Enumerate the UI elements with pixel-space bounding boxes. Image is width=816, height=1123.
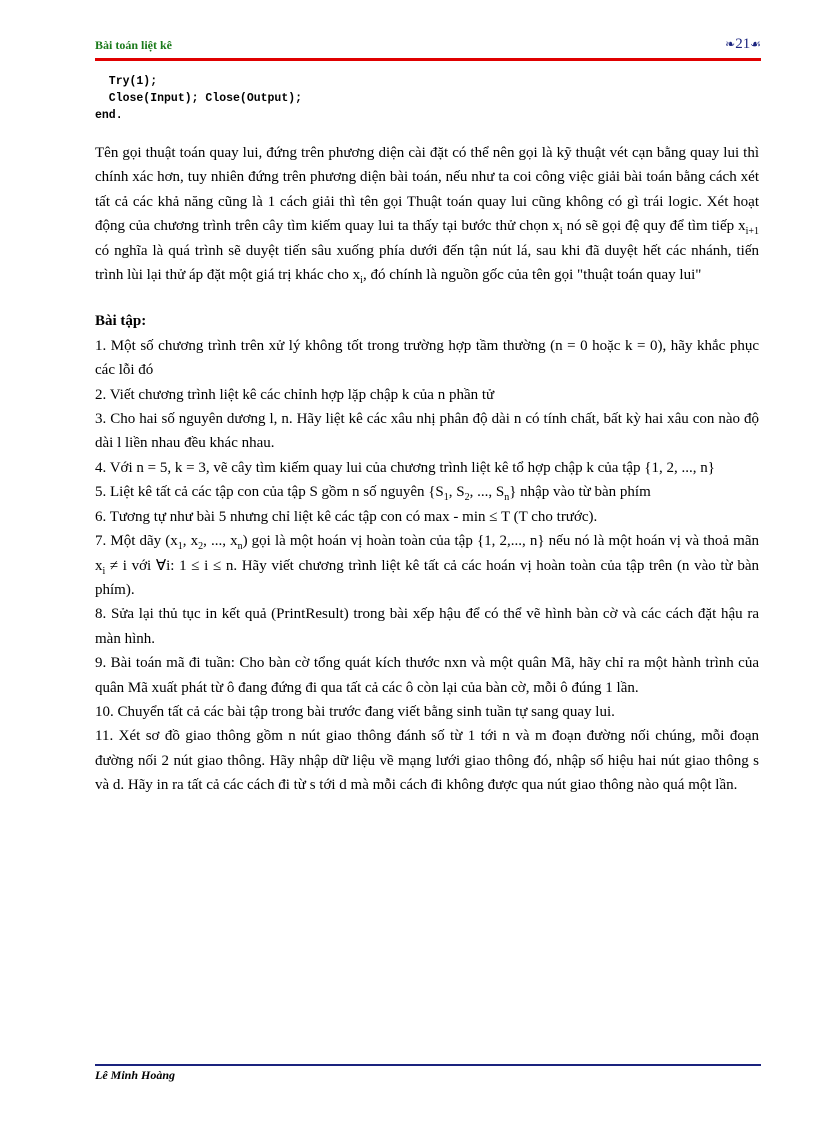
- exercise-item: 3. Cho hai số nguyên dương l, n. Hãy liệt kê các xâu nhị phân độ dài n có tính chất, bất kỳ hai xâu con nào độ dài l liền nhau đều khác nhau.: [95, 411, 759, 452]
- exercise-item: 11. Xét sơ đồ giao thông gồm n nút giao thông đánh số từ 1 tới n và m đoạn đường nối chúng, mỗi đoạn đường nối 2 nút giao thông. Hãy nhập dữ liệu về mạng lưới giao thông đó, nhập số hiệu hai nút giao thông s và d. Hãy in ra tất cả các cách đi từ s tới d mà mỗi cách đi không được qua nút giao thông nào quá một lần.: [95, 728, 759, 794]
- ornament-left-icon: ❧: [725, 37, 736, 51]
- page-number-value: 21: [735, 36, 751, 52]
- exercise-item: 8. Sửa lại thủ tục in kết quả (PrintResult) trong bài xếp hậu để có thể vẽ hình bàn cờ và các cách đặt hậu ra màn hình.: [95, 606, 759, 647]
- exercise-item: 9. Bài toán mã đi tuần: Cho bàn cờ tổng quát kích thước nxn và một quân Mã, hãy chỉ ra một hành trình của quân Mã xuất phát từ ô đang đứng đi qua tất cả các ô còn lại của bàn cờ, mỗi ô đúng 1 lần.: [95, 655, 759, 696]
- ornament-right-icon: ☙: [750, 37, 761, 51]
- header-divider: [95, 58, 761, 61]
- footer-author: Lê Minh Hoàng: [95, 1068, 176, 1082]
- code-block: [95, 73, 302, 124]
- code-line: Try(1);: [95, 75, 158, 88]
- intro-paragraph: Tên gọi thuật toán quay lui, đứng trên phương diện cài đặt có thể nên gọi là kỹ thuật vét cạn bằng quay lui thì chính xác hơn, tuy nhiên đứng trên phương diện bài toán, nếu như ta coi công việc giải bài toán bằng cách xét tất cả các khả năng cũng là 1 cách giải thì tên gọi Thuật toán quay lui cũng không có gì trái logic. Xét hoạt động của chương trình trên cây tìm kiếm quay lui ta thấy tại bước thử chọn $x_i$ nó sẽ gọi đệ quy để tìm tiếp $x_{i+1}$ có nghĩa là quá trình sẽ duyệt tiến sâu xuống phía dưới đến tận nút lá, sau khi đã duyệt hết các nhánh, tiến trình lùi lại thử áp đặt một giá trị khác cho $x_i$, đó chính là nguồn gốc của tên gọi "thuật toán quay lui": [95, 145, 759, 287]
- code-line: end.: [95, 109, 123, 122]
- exercise-item: 2. Viết chương trình liệt kê các chỉnh hợp lặp chập k của n phần tử: [95, 386, 495, 403]
- footer-divider: [95, 1064, 761, 1066]
- exercise-item: 6. Tương tự như bài 5 nhưng chỉ liệt kê các tập con có max - min ≤ T (T cho trước).: [95, 508, 598, 525]
- exercise-list: [95, 334, 759, 798]
- code-line: Close(Input); Close(Output);: [95, 92, 303, 105]
- exercise-item: 1. Một số chương trình trên xử lý không tốt trong trường hợp tầm thường (n = 0 hoặc k = 0), hãy khắc phục các lỗi đó: [95, 337, 759, 379]
- page-header: [95, 36, 761, 58]
- chapter-title: Bài toán liệt kê: [95, 38, 172, 52]
- exercises-heading: Bài tập:: [95, 313, 147, 330]
- page-number: [725, 36, 761, 53]
- main-content: [95, 141, 759, 798]
- exercise-item: 7. Một dãy ($x_1$, $x_2$, ..., $x_n$) gọi là một hoán vị hoàn toàn của tập {1, 2,..., n} nếu nó là một hoán vị và thoả mãn $x_i \ne i$ với ∀i: 1 ≤ i ≤ n. Hãy viết chương trình liệt kê tất cả các hoán vị hoàn toàn của tập trên (n vào từ bàn phím).: [95, 533, 759, 598]
- exercise-item: 10. Chuyển tất cả các bài tập trong bài trước đang viết bằng sinh tuần tự sang quay lui.: [95, 703, 615, 720]
- exercise-item: 5. Liệt kê tất cả các tập con của tập S gồm n số nguyên {$S_1$, $S_2$, ..., $S_n$} nhập vào từ bàn phím: [95, 484, 651, 504]
- exercise-item: 4. Với n = 5, k = 3, vẽ cây tìm kiếm quay lui của chương trình liệt kê tổ hợp chập k của tập {1, 2, ..., n}: [95, 459, 715, 476]
